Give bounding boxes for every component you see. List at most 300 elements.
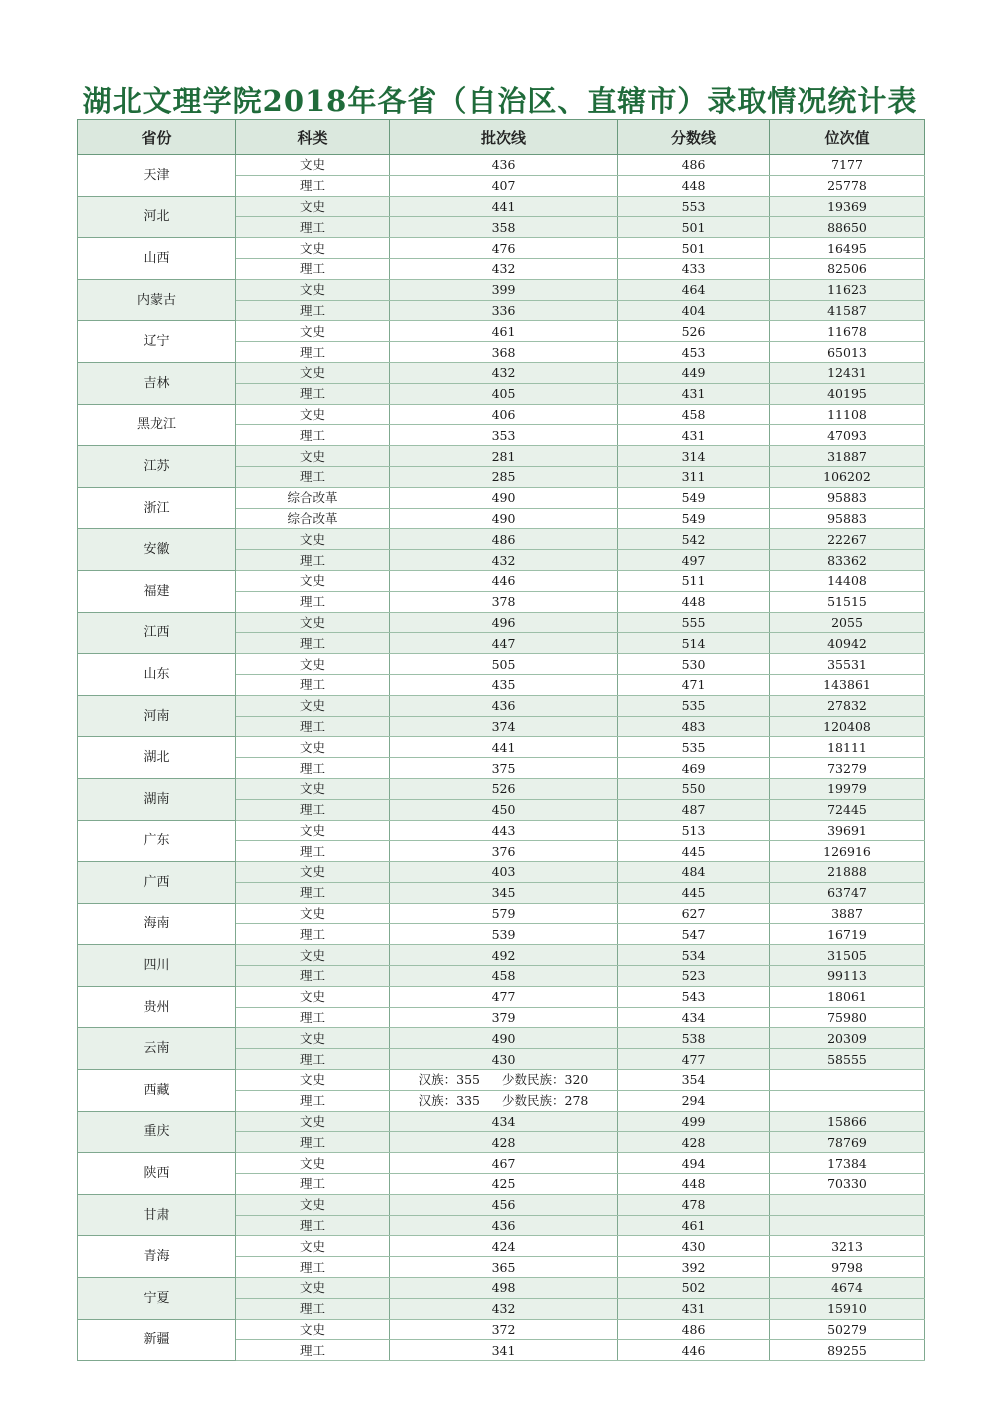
rank-value-cell: 11623	[770, 279, 925, 300]
rank-value-cell: 126916	[770, 841, 925, 862]
batch-line-cell: 579	[390, 903, 618, 924]
rank-value-cell: 11108	[770, 404, 925, 425]
batch-line-cell: 492	[390, 945, 618, 966]
table-row	[78, 903, 925, 924]
rank-value-cell: 65013	[770, 342, 925, 363]
rank-value-cell: 17384	[770, 1153, 925, 1174]
batch-line-cell: 436	[390, 1215, 618, 1236]
score-line-cell: 514	[618, 633, 770, 654]
rank-value-cell	[770, 1090, 925, 1111]
score-line-cell: 471	[618, 674, 770, 695]
score-line-cell: 535	[618, 737, 770, 758]
score-line-cell: 431	[618, 383, 770, 404]
table-row	[78, 695, 925, 716]
rank-value-cell: 95883	[770, 487, 925, 508]
batch-line-cell: 378	[390, 591, 618, 612]
batch-line-cell: 425	[390, 1174, 618, 1195]
category-cell: 文史	[236, 279, 390, 300]
batch-line-cell: 443	[390, 820, 618, 841]
category-cell: 理工	[236, 258, 390, 279]
rank-value-cell: 75980	[770, 1007, 925, 1028]
header-rank-value: 位次值	[770, 120, 925, 155]
table-row	[78, 446, 925, 467]
score-line-cell: 483	[618, 716, 770, 737]
category-cell: 文史	[236, 695, 390, 716]
province-cell: 山东	[78, 654, 236, 696]
score-line-cell: 449	[618, 362, 770, 383]
batch-line-minority: 少数民族：278	[502, 1093, 589, 1109]
score-line-cell: 555	[618, 612, 770, 633]
score-line-cell: 392	[618, 1257, 770, 1278]
category-cell: 文史	[236, 1111, 390, 1132]
category-cell: 理工	[236, 550, 390, 571]
province-cell: 浙江	[78, 487, 236, 529]
province-cell: 重庆	[78, 1111, 236, 1153]
batch-line-cell: 376	[390, 841, 618, 862]
category-cell: 文史	[236, 1278, 390, 1299]
category-cell: 理工	[236, 882, 390, 903]
province-cell: 辽宁	[78, 321, 236, 363]
table-row	[78, 362, 925, 383]
rank-value-cell: 21888	[770, 862, 925, 883]
score-line-cell: 550	[618, 778, 770, 799]
score-line-cell: 354	[618, 1070, 770, 1091]
province-cell: 云南	[78, 1028, 236, 1070]
batch-line-cell: 345	[390, 882, 618, 903]
rank-value-cell: 88650	[770, 217, 925, 238]
score-line-cell: 448	[618, 175, 770, 196]
table-row	[78, 570, 925, 591]
province-cell: 陕西	[78, 1153, 236, 1195]
batch-line-cell: 424	[390, 1236, 618, 1257]
batch-line-cell: 368	[390, 342, 618, 363]
table-row	[78, 321, 925, 342]
category-cell: 理工	[236, 674, 390, 695]
batch-line-cell: 403	[390, 862, 618, 883]
batch-line-cell: 434	[390, 1111, 618, 1132]
batch-line-han: 汉族：335	[418, 1093, 480, 1109]
table-row	[78, 612, 925, 633]
category-cell: 理工	[236, 1257, 390, 1278]
rank-value-cell: 40942	[770, 633, 925, 654]
category-cell: 理工	[236, 383, 390, 404]
batch-line-cell: 496	[390, 612, 618, 633]
batch-line-cell: 358	[390, 217, 618, 238]
rank-value-cell: 73279	[770, 758, 925, 779]
province-cell: 河北	[78, 196, 236, 238]
province-cell: 广东	[78, 820, 236, 862]
category-cell: 理工	[236, 841, 390, 862]
category-cell: 文史	[236, 778, 390, 799]
table-row	[78, 654, 925, 675]
batch-line-cell: 432	[390, 362, 618, 383]
batch-line-cell: 399	[390, 279, 618, 300]
table-row	[78, 778, 925, 799]
table-row	[78, 1236, 925, 1257]
score-line-cell: 526	[618, 321, 770, 342]
table-row	[78, 1028, 925, 1049]
rank-value-cell: 22267	[770, 529, 925, 550]
table-row	[78, 1070, 925, 1091]
table-row	[78, 737, 925, 758]
province-cell: 吉林	[78, 362, 236, 404]
category-cell: 文史	[236, 1028, 390, 1049]
batch-line-cell: 467	[390, 1153, 618, 1174]
score-line-cell: 511	[618, 570, 770, 591]
rank-value-cell: 106202	[770, 466, 925, 487]
rank-value-cell	[770, 1215, 925, 1236]
score-line-cell: 534	[618, 945, 770, 966]
batch-line-cell: 505	[390, 654, 618, 675]
province-cell: 海南	[78, 903, 236, 945]
rank-value-cell: 41587	[770, 300, 925, 321]
category-cell: 文史	[236, 1194, 390, 1215]
batch-line-cell: 498	[390, 1278, 618, 1299]
batch-line-cell: 436	[390, 155, 618, 176]
rank-value-cell: 12431	[770, 362, 925, 383]
rank-value-cell: 18111	[770, 737, 925, 758]
rank-value-cell: 11678	[770, 321, 925, 342]
category-cell: 文史	[236, 362, 390, 383]
rank-value-cell: 19979	[770, 778, 925, 799]
score-line-cell: 464	[618, 279, 770, 300]
category-cell: 文史	[236, 986, 390, 1007]
category-cell: 文史	[236, 612, 390, 633]
header-category: 科类	[236, 120, 390, 155]
score-line-cell: 543	[618, 986, 770, 1007]
score-line-cell: 627	[618, 903, 770, 924]
category-cell: 文史	[236, 404, 390, 425]
batch-line-cell: 372	[390, 1319, 618, 1340]
batch-line-cell: 490	[390, 1028, 618, 1049]
category-cell: 理工	[236, 633, 390, 654]
score-line-cell: 314	[618, 446, 770, 467]
document-title: 湖北文理学院2018年各省（自治区、直辖市）录取情况统计表	[82, 84, 918, 119]
rank-value-cell: 2055	[770, 612, 925, 633]
score-line-cell: 477	[618, 1049, 770, 1070]
batch-line-cell: 490	[390, 508, 618, 529]
category-cell: 文史	[236, 238, 390, 259]
batch-line-cell: 441	[390, 737, 618, 758]
province-cell: 甘肃	[78, 1194, 236, 1236]
category-cell: 文史	[236, 1319, 390, 1340]
category-cell: 理工	[236, 591, 390, 612]
province-cell: 福建	[78, 570, 236, 612]
rank-value-cell: 58555	[770, 1049, 925, 1070]
category-cell: 理工	[236, 799, 390, 820]
rank-value-cell: 78769	[770, 1132, 925, 1153]
batch-line-cell: 336	[390, 300, 618, 321]
score-line-cell: 458	[618, 404, 770, 425]
batch-line-cell: 458	[390, 966, 618, 987]
score-line-cell: 311	[618, 466, 770, 487]
category-cell: 文史	[236, 155, 390, 176]
table-row	[78, 986, 925, 1007]
category-cell: 理工	[236, 217, 390, 238]
header-score-line: 分数线	[618, 120, 770, 155]
batch-line-cell: 490	[390, 487, 618, 508]
batch-line-cell: 432	[390, 258, 618, 279]
score-line-cell: 530	[618, 654, 770, 675]
province-cell: 湖北	[78, 737, 236, 779]
batch-line-cell: 450	[390, 799, 618, 820]
province-cell: 天津	[78, 155, 236, 197]
rank-value-cell	[770, 1194, 925, 1215]
header-province: 省份	[78, 120, 236, 155]
batch-line-cell	[390, 1070, 618, 1091]
table-row	[78, 279, 925, 300]
category-cell: 理工	[236, 758, 390, 779]
score-line-cell: 431	[618, 1298, 770, 1319]
rank-value-cell: 40195	[770, 383, 925, 404]
rank-value-cell: 18061	[770, 986, 925, 1007]
rank-value-cell: 3887	[770, 903, 925, 924]
score-line-cell: 445	[618, 841, 770, 862]
category-cell: 理工	[236, 175, 390, 196]
score-line-cell: 513	[618, 820, 770, 841]
table-row	[78, 196, 925, 217]
province-cell: 河南	[78, 695, 236, 737]
score-line-cell: 549	[618, 487, 770, 508]
rank-value-cell: 14408	[770, 570, 925, 591]
score-line-cell: 523	[618, 966, 770, 987]
batch-line-han: 汉族：355	[418, 1072, 480, 1088]
province-cell: 湖南	[78, 778, 236, 820]
category-cell: 文史	[236, 945, 390, 966]
score-line-cell: 484	[618, 862, 770, 883]
batch-line-cell: 285	[390, 466, 618, 487]
category-cell: 文史	[236, 196, 390, 217]
score-line-cell: 430	[618, 1236, 770, 1257]
province-cell: 安徽	[78, 529, 236, 571]
score-line-cell: 448	[618, 1174, 770, 1195]
province-cell: 江西	[78, 612, 236, 654]
batch-line-cell: 432	[390, 1298, 618, 1319]
rank-value-cell: 89255	[770, 1340, 925, 1361]
score-line-cell: 448	[618, 591, 770, 612]
score-line-cell: 453	[618, 342, 770, 363]
batch-line-cell: 407	[390, 175, 618, 196]
category-cell: 理工	[236, 924, 390, 945]
score-line-cell: 469	[618, 758, 770, 779]
batch-line-cell: 379	[390, 1007, 618, 1028]
score-line-cell: 538	[618, 1028, 770, 1049]
batch-line-cell: 476	[390, 238, 618, 259]
category-cell: 理工	[236, 300, 390, 321]
province-cell: 新疆	[78, 1319, 236, 1361]
rank-value-cell: 16719	[770, 924, 925, 945]
score-line-cell: 478	[618, 1194, 770, 1215]
score-line-cell: 547	[618, 924, 770, 945]
batch-line-cell	[390, 1090, 618, 1111]
table-row	[78, 1278, 925, 1299]
rank-value-cell: 20309	[770, 1028, 925, 1049]
category-cell: 文史	[236, 321, 390, 342]
score-line-cell: 445	[618, 882, 770, 903]
score-line-cell: 431	[618, 425, 770, 446]
score-line-cell: 542	[618, 529, 770, 550]
score-line-cell: 428	[618, 1132, 770, 1153]
rank-value-cell: 25778	[770, 175, 925, 196]
rank-value-cell: 27832	[770, 695, 925, 716]
score-line-cell: 404	[618, 300, 770, 321]
score-line-cell: 535	[618, 695, 770, 716]
rank-value-cell: 7177	[770, 155, 925, 176]
batch-line-cell: 461	[390, 321, 618, 342]
batch-line-cell: 486	[390, 529, 618, 550]
province-cell: 内蒙古	[78, 279, 236, 321]
score-line-cell: 549	[618, 508, 770, 529]
score-line-cell: 501	[618, 217, 770, 238]
batch-line-cell: 526	[390, 778, 618, 799]
category-cell: 文史	[236, 654, 390, 675]
rank-value-cell: 50279	[770, 1319, 925, 1340]
score-line-cell: 497	[618, 550, 770, 571]
split-batch-line	[419, 1091, 589, 1110]
province-cell: 宁夏	[78, 1278, 236, 1320]
batch-line-cell: 436	[390, 695, 618, 716]
category-cell: 文史	[236, 446, 390, 467]
rank-value-cell: 143861	[770, 674, 925, 695]
rank-value-cell: 3213	[770, 1236, 925, 1257]
category-cell: 理工	[236, 466, 390, 487]
rank-value-cell	[770, 1070, 925, 1091]
rank-value-cell: 35531	[770, 654, 925, 675]
rank-value-cell: 15866	[770, 1111, 925, 1132]
score-line-cell: 461	[618, 1215, 770, 1236]
province-cell: 广西	[78, 862, 236, 904]
table-row	[78, 1194, 925, 1215]
score-line-cell: 433	[618, 258, 770, 279]
rank-value-cell: 16495	[770, 238, 925, 259]
table-body	[78, 155, 925, 1361]
category-cell: 文史	[236, 862, 390, 883]
table-row	[78, 155, 925, 176]
category-cell: 文史	[236, 737, 390, 758]
batch-line-cell: 406	[390, 404, 618, 425]
province-cell: 江苏	[78, 446, 236, 488]
score-line-cell: 494	[618, 1153, 770, 1174]
table-row	[78, 529, 925, 550]
category-cell: 文史	[236, 1153, 390, 1174]
score-line-cell: 486	[618, 155, 770, 176]
rank-value-cell: 99113	[770, 966, 925, 987]
table-row	[78, 1319, 925, 1340]
category-cell: 理工	[236, 1340, 390, 1361]
batch-line-cell: 447	[390, 633, 618, 654]
batch-line-cell: 477	[390, 986, 618, 1007]
province-cell: 西藏	[78, 1070, 236, 1112]
batch-line-cell: 341	[390, 1340, 618, 1361]
rank-value-cell: 95883	[770, 508, 925, 529]
category-cell: 综合改革	[236, 487, 390, 508]
rank-value-cell: 31505	[770, 945, 925, 966]
category-cell: 综合改革	[236, 508, 390, 529]
rank-value-cell: 19369	[770, 196, 925, 217]
score-line-cell: 294	[618, 1090, 770, 1111]
rank-value-cell: 70330	[770, 1174, 925, 1195]
rank-value-cell: 39691	[770, 820, 925, 841]
category-cell: 理工	[236, 1174, 390, 1195]
score-line-cell: 434	[618, 1007, 770, 1028]
rank-value-cell: 120408	[770, 716, 925, 737]
province-cell: 黑龙江	[78, 404, 236, 446]
batch-line-cell: 375	[390, 758, 618, 779]
category-cell: 文史	[236, 1070, 390, 1091]
rank-value-cell: 63747	[770, 882, 925, 903]
batch-line-cell: 539	[390, 924, 618, 945]
batch-line-cell: 374	[390, 716, 618, 737]
batch-line-cell: 365	[390, 1257, 618, 1278]
score-line-cell: 446	[618, 1340, 770, 1361]
table-row	[78, 487, 925, 508]
province-cell: 四川	[78, 945, 236, 987]
category-cell: 理工	[236, 425, 390, 446]
batch-line-cell: 456	[390, 1194, 618, 1215]
rank-value-cell: 9798	[770, 1257, 925, 1278]
table-row	[78, 238, 925, 259]
table-row	[78, 945, 925, 966]
category-cell: 文史	[236, 903, 390, 924]
province-cell: 青海	[78, 1236, 236, 1278]
batch-line-cell: 405	[390, 383, 618, 404]
category-cell: 理工	[236, 966, 390, 987]
rank-value-cell: 83362	[770, 550, 925, 571]
category-cell: 理工	[236, 716, 390, 737]
header-batch-line: 批次线	[390, 120, 618, 155]
category-cell: 文史	[236, 529, 390, 550]
category-cell: 理工	[236, 342, 390, 363]
category-cell: 文史	[236, 1236, 390, 1257]
admissions-table	[77, 119, 925, 1361]
batch-line-cell: 353	[390, 425, 618, 446]
rank-value-cell: 47093	[770, 425, 925, 446]
score-line-cell: 501	[618, 238, 770, 259]
batch-line-cell: 430	[390, 1049, 618, 1070]
table-row	[78, 862, 925, 883]
province-cell: 山西	[78, 238, 236, 280]
category-cell: 理工	[236, 1049, 390, 1070]
category-cell: 理工	[236, 1007, 390, 1028]
batch-line-cell: 446	[390, 570, 618, 591]
batch-line-cell: 435	[390, 674, 618, 695]
table-row	[78, 1153, 925, 1174]
batch-line-cell: 441	[390, 196, 618, 217]
rank-value-cell: 82506	[770, 258, 925, 279]
split-batch-line	[419, 1070, 589, 1089]
score-line-cell: 502	[618, 1278, 770, 1299]
rank-value-cell: 51515	[770, 591, 925, 612]
batch-line-cell: 432	[390, 550, 618, 571]
table-header-row	[78, 120, 925, 155]
category-cell: 理工	[236, 1090, 390, 1111]
table-row	[78, 404, 925, 425]
batch-line-cell: 428	[390, 1132, 618, 1153]
category-cell: 文史	[236, 820, 390, 841]
category-cell: 理工	[236, 1132, 390, 1153]
score-line-cell: 499	[618, 1111, 770, 1132]
rank-value-cell: 31887	[770, 446, 925, 467]
batch-line-cell: 281	[390, 446, 618, 467]
category-cell: 理工	[236, 1215, 390, 1236]
province-cell: 贵州	[78, 986, 236, 1028]
rank-value-cell: 15910	[770, 1298, 925, 1319]
score-line-cell: 486	[618, 1319, 770, 1340]
score-line-cell: 553	[618, 196, 770, 217]
category-cell: 文史	[236, 570, 390, 591]
table-row	[78, 1111, 925, 1132]
category-cell: 理工	[236, 1298, 390, 1319]
